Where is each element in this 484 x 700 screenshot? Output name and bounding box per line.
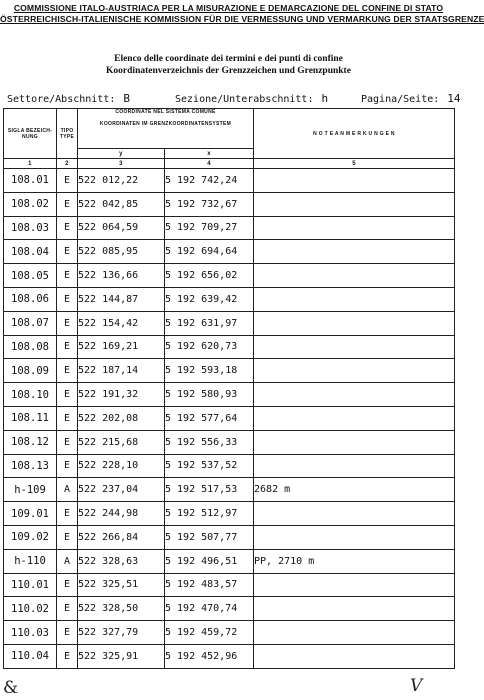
cell-coord-y: 522 325,91: [78, 644, 165, 668]
cell-coord-y: 522 191,32: [78, 383, 165, 407]
cell-coord-y: 522 169,21: [78, 335, 165, 359]
commission-title-it: COMMISSIONE ITALO-AUSTRIACA PER LA MISURAZIONE E DEMARCAZIONE DEL CONFINE DI STATO: [13, 3, 444, 13]
table-row: [4, 502, 455, 526]
cell-coord-x: 5 192 507,77: [165, 525, 254, 549]
cell-note: [254, 573, 455, 597]
page-value: 14: [447, 92, 461, 105]
initials-mark-left: &: [3, 678, 19, 698]
table-row: [4, 454, 455, 478]
cell-tipo: E: [57, 430, 78, 454]
cell-note: [254, 454, 455, 478]
cell-note: [254, 169, 455, 193]
section-value: h: [321, 92, 329, 105]
col-header-tipo: TIPO TYPE: [57, 109, 78, 159]
cell-tipo: E: [57, 525, 78, 549]
cell-coord-x: 5 192 496,51: [165, 549, 254, 573]
cell-coord-x: 5 192 556,33: [165, 430, 254, 454]
table-row: [4, 169, 455, 193]
cell-sigla: h-109: [4, 478, 57, 502]
cell-tipo: E: [57, 502, 78, 526]
cell-sigla: 110.03: [4, 621, 57, 645]
cell-note: [254, 597, 455, 621]
page-label: Pagina/Seite:: [361, 94, 440, 105]
cell-tipo: E: [57, 287, 78, 311]
cell-tipo: E: [57, 621, 78, 645]
cell-note: [254, 621, 455, 645]
cell-coord-x: 5 192 577,64: [165, 406, 254, 430]
col-number-1: 1: [4, 159, 57, 169]
coordinates-label-it: COORDINATE NEL SISTEMA COMUNE: [115, 109, 216, 115]
cell-coord-x: 5 192 483,57: [165, 573, 254, 597]
table-row: [4, 359, 455, 383]
cell-tipo: E: [57, 192, 78, 216]
cell-tipo: A: [57, 549, 78, 573]
cell-coord-y: 522 144,87: [78, 287, 165, 311]
cell-coord-x: 5 192 694,64: [165, 240, 254, 264]
document-title-it: Elenco delle coordinate dei termini e dei punti di confine: [114, 54, 343, 64]
table-row: [4, 525, 455, 549]
cell-tipo: E: [57, 240, 78, 264]
cell-coord-x: 5 192 517,53: [165, 478, 254, 502]
cell-sigla: 108.10: [4, 383, 57, 407]
table-row: [4, 406, 455, 430]
cell-sigla: 110.04: [4, 644, 57, 668]
cell-coord-y: 522 064,59: [78, 216, 165, 240]
cell-sigla: 108.02: [4, 192, 57, 216]
cell-coord-x: 5 192 452,96: [165, 644, 254, 668]
col-number-4: 4: [165, 159, 254, 169]
cell-coord-x: 5 192 742,24: [165, 169, 254, 193]
cell-coord-x: 5 192 580,93: [165, 383, 254, 407]
table-row: [4, 597, 455, 621]
cell-note: PP, 2710 m: [254, 549, 455, 573]
cell-sigla: 108.11: [4, 406, 57, 430]
cell-note: [254, 240, 455, 264]
cell-coord-y: 522 325,51: [78, 573, 165, 597]
commission-title-de: ÖSTERREICHISCH-ITALIENISCHE KOMMISSION FÜR DIE VERMESSUNG UND VERMARKUNG DER STAATSGRENZE: [0, 14, 484, 24]
cell-tipo: E: [57, 169, 78, 193]
col-header-x: x: [165, 149, 254, 159]
cell-coord-x: 5 192 470,74: [165, 597, 254, 621]
cell-coord-y: 522 012,22: [78, 169, 165, 193]
cell-coord-x: 5 192 709,27: [165, 216, 254, 240]
cell-note: [254, 383, 455, 407]
col-number-2: 2: [57, 159, 78, 169]
table-row: [4, 430, 455, 454]
cell-note: [254, 502, 455, 526]
cell-tipo: A: [57, 478, 78, 502]
cell-note: [254, 335, 455, 359]
cell-note: [254, 359, 455, 383]
cell-sigla: 109.01: [4, 502, 57, 526]
cell-coord-x: 5 192 537,52: [165, 454, 254, 478]
cell-note: [254, 216, 455, 240]
cell-note: [254, 525, 455, 549]
cell-sigla: 110.01: [4, 573, 57, 597]
cell-coord-y: 522 327,79: [78, 621, 165, 645]
cell-tipo: E: [57, 454, 78, 478]
cell-tipo: E: [57, 383, 78, 407]
col-header-note: N O T E A N M E R K U N G E N: [254, 109, 455, 159]
cell-coord-x: 5 192 732,67: [165, 192, 254, 216]
sector-value: B: [123, 92, 130, 105]
page-field: [361, 92, 461, 105]
cell-coord-y: 522 228,10: [78, 454, 165, 478]
col-header-sigla: SIGLA BEZEICH-NUNG: [4, 109, 57, 159]
cell-coord-y: 522 187,14: [78, 359, 165, 383]
cell-sigla: 109.02: [4, 525, 57, 549]
cell-coord-y: 522 154,42: [78, 311, 165, 335]
cell-sigla: 108.13: [4, 454, 57, 478]
table-row: [4, 335, 455, 359]
cell-coord-x: 5 192 639,42: [165, 287, 254, 311]
cell-tipo: E: [57, 311, 78, 335]
table-row: [4, 573, 455, 597]
cell-note: [254, 311, 455, 335]
cell-sigla: 108.06: [4, 287, 57, 311]
table-row: [4, 216, 455, 240]
table-row: [4, 287, 455, 311]
cell-coord-y: 522 042,85: [78, 192, 165, 216]
cell-coord-y: 522 136,66: [78, 264, 165, 288]
cell-coord-y: 522 266,84: [78, 525, 165, 549]
cell-sigla: 110.02: [4, 597, 57, 621]
cell-coord-y: 522 237,04: [78, 478, 165, 502]
col-header-coordinates: [78, 109, 254, 149]
cell-sigla: 108.05: [4, 264, 57, 288]
col-number-5: 5: [254, 159, 455, 169]
sector-field: [7, 92, 130, 105]
table-row: [4, 383, 455, 407]
cell-coord-x: 5 192 631,97: [165, 311, 254, 335]
coordinates-rows: [4, 169, 455, 669]
section-label: Sezione/Unterabschnitt:: [175, 94, 314, 105]
cell-sigla: 108.09: [4, 359, 57, 383]
cell-sigla: h-110: [4, 549, 57, 573]
cell-sigla: 108.08: [4, 335, 57, 359]
table-row: [4, 644, 455, 668]
cell-sigla: 108.01: [4, 169, 57, 193]
cell-tipo: E: [57, 406, 78, 430]
cell-note: [254, 644, 455, 668]
cell-coord-y: 522 328,63: [78, 549, 165, 573]
cell-tipo: E: [57, 597, 78, 621]
cell-sigla: 108.04: [4, 240, 57, 264]
table-row: [4, 311, 455, 335]
cell-tipo: E: [57, 216, 78, 240]
cell-sigla: 108.12: [4, 430, 57, 454]
table-row: [4, 549, 455, 573]
table-row: [4, 192, 455, 216]
cell-note: [254, 192, 455, 216]
section-field: [175, 92, 328, 105]
cell-note: [254, 264, 455, 288]
coordinates-table: [3, 108, 455, 669]
cell-note: 2682 m: [254, 478, 455, 502]
cell-coord-y: 522 328,50: [78, 597, 165, 621]
cell-note: [254, 287, 455, 311]
col-header-y: y: [78, 149, 165, 159]
cell-coord-y: 522 085,95: [78, 240, 165, 264]
coordinates-label-de: KOORDINATEN IM GRENZKOORDINATENSYSTEM: [99, 121, 232, 127]
col-number-3: 3: [78, 159, 165, 169]
cell-sigla: 108.03: [4, 216, 57, 240]
document-title-de: Koordinatenverzeichnis der Grenzzeichen und Grenzpunkte: [106, 66, 351, 76]
cell-tipo: E: [57, 264, 78, 288]
cell-sigla: 108.07: [4, 311, 57, 335]
cell-coord-x: 5 192 459,72: [165, 621, 254, 645]
table-row: [4, 478, 455, 502]
cell-note: [254, 406, 455, 430]
cell-coord-x: 5 192 656,02: [165, 264, 254, 288]
initials-mark-right: V: [410, 676, 423, 696]
cell-tipo: E: [57, 573, 78, 597]
table-row: [4, 264, 455, 288]
table-row: [4, 240, 455, 264]
cell-coord-y: 522 215,68: [78, 430, 165, 454]
cell-coord-y: 522 244,98: [78, 502, 165, 526]
table-row: [4, 621, 455, 645]
cell-tipo: E: [57, 644, 78, 668]
cell-tipo: E: [57, 359, 78, 383]
cell-coord-x: 5 192 512,97: [165, 502, 254, 526]
cell-note: [254, 430, 455, 454]
cell-coord-x: 5 192 620,73: [165, 335, 254, 359]
cell-coord-y: 522 202,08: [78, 406, 165, 430]
sector-label: Settore/Abschnitt:: [7, 94, 116, 105]
cell-coord-x: 5 192 593,18: [165, 359, 254, 383]
cell-tipo: E: [57, 335, 78, 359]
